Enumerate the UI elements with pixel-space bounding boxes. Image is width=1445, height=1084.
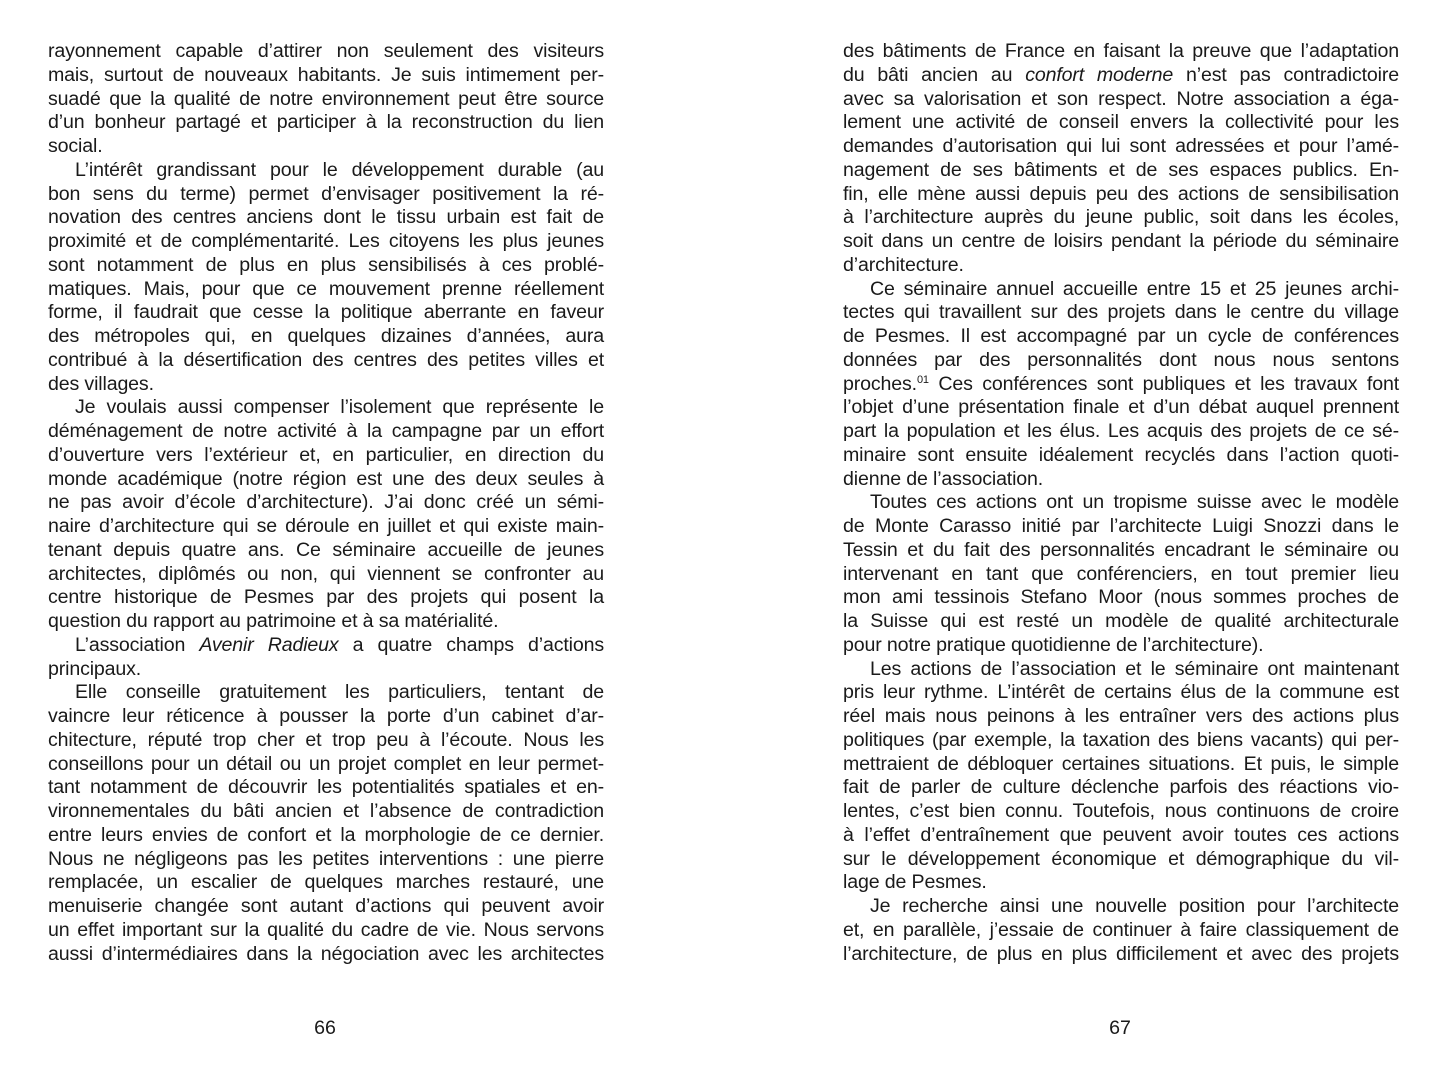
line-text: menuiserie changée sont autant d’actions qui peuvent avoir — [48, 895, 604, 917]
line-text: fait de parler de culture déclenche parfois des réactions vio- — [843, 776, 1399, 799]
line-text: à l’architecture auprès du jeune public, soit dans les écoles, — [843, 206, 1399, 229]
text-line — [843, 634, 1399, 658]
italic-emphasis: confort moderne — [1025, 63, 1174, 86]
text-line — [48, 183, 604, 207]
text-line — [843, 586, 1399, 610]
line-text: part la population et les élus. Les acquis des projets de ce sé- — [843, 420, 1399, 442]
line-text: Elle conseille gratuitement les particuliers, tentant de — [75, 681, 604, 704]
line-text: social. — [48, 135, 103, 157]
line-text: lentes, c’est bien connu. Toutefois, nous continuons de croire — [843, 800, 1399, 822]
text-line — [48, 848, 604, 872]
line-text: principaux. — [48, 657, 142, 680]
line-text: de Pesmes. Il est accompagné par un cycle de conférences — [843, 325, 1399, 347]
line-text: l’objet d’une présentation finale et d’un débat auquel prennent — [843, 396, 1399, 419]
line-text: mon ami tessinois Stefano Moor (nous sommes proches de — [843, 586, 1399, 609]
text-line — [48, 420, 604, 444]
line-text: Je voulais aussi compenser l’isolement que représente le — [75, 396, 604, 419]
text-line — [48, 705, 604, 729]
text-line — [843, 824, 1399, 848]
text-line — [48, 800, 604, 824]
text-line — [843, 159, 1399, 183]
text-line — [48, 135, 604, 159]
text-line — [843, 278, 1399, 302]
text-line — [48, 301, 604, 325]
text-line — [48, 206, 604, 230]
line-text: pris leur rythme. L’intérêt de certains élus de la commune est — [843, 681, 1399, 704]
line-text: fin, elle mène aussi depuis peu des actions de sensibilisation — [843, 182, 1399, 205]
text-line — [843, 491, 1399, 515]
left-page-body — [48, 40, 604, 966]
text-line — [843, 40, 1399, 64]
line-text: déménagement de notre activité à la campagne par un effort — [48, 420, 604, 442]
text-line — [48, 871, 604, 895]
text-line — [48, 159, 604, 183]
line-text: soit dans un centre de loisirs pendant la période du séminaire — [843, 230, 1399, 252]
line-text-continued: Ces conférences sont publiques et les travaux font — [928, 372, 1399, 395]
text-line — [48, 776, 604, 800]
line-text: sont notamment de plus en plus sensibilisés à ces problé- — [48, 253, 604, 276]
text-line — [843, 396, 1399, 420]
text-line — [48, 634, 604, 658]
text-line — [48, 230, 604, 254]
text-line — [48, 278, 604, 302]
line-text: demandes d’autorisation qui lui sont adressées et pour l’amé- — [843, 135, 1399, 157]
text-line — [843, 515, 1399, 539]
text-line — [843, 206, 1399, 230]
text-line — [843, 111, 1399, 135]
line-text: lage de Pesmes. — [843, 871, 987, 894]
text-line — [843, 349, 1399, 373]
line-text: contribué à la désertification des centres des petites villes et — [48, 348, 604, 371]
line-text: d’un bonheur partagé et participer à la reconstruction du lien — [48, 111, 604, 134]
line-text: Nous ne négligeons pas les petites interventions : une pierre — [48, 847, 604, 870]
line-text: tant notamment de découvrir les potentialités spatiales et en- — [48, 776, 604, 799]
line-text-continued: a quatre champs d’actions — [338, 633, 604, 656]
line-text: des métropoles qui, en quelques dizaines d’années, aura — [48, 325, 604, 347]
line-text: L’intérêt grandissant pour le développement durable (au — [75, 158, 604, 181]
line-text: Les actions de l’association et le séminaire ont maintenant — [870, 657, 1399, 680]
line-text: minaire sont ensuite idéalement recyclés dans l’action quoti- — [843, 443, 1399, 466]
text-line — [48, 444, 604, 468]
text-line — [48, 729, 604, 753]
line-text: conseillons pour un détail ou un projet complet en leur permet- — [48, 752, 604, 775]
right-page-body — [843, 40, 1399, 966]
line-text: centre historique de Pesmes par des projets qui posent la — [48, 586, 604, 609]
text-line — [48, 824, 604, 848]
line-text: L’association — [75, 633, 200, 656]
text-line — [843, 610, 1399, 634]
text-line — [48, 349, 604, 373]
text-line — [48, 539, 604, 563]
line-text: d’architecture. — [843, 253, 964, 276]
text-line — [48, 895, 604, 919]
text-line — [843, 705, 1399, 729]
line-text: chitecture, réputé trop cher et trop peu à l’écoute. Nous les — [48, 728, 604, 751]
page-number-left: 66 — [314, 1017, 336, 1039]
text-line — [48, 586, 604, 610]
line-text: à l’effet d’entraînement que peuvent avoir toutes ces actions — [843, 823, 1399, 846]
line-text: de Monte Carasso initié par l’architecte Luigi Snozzi dans le — [843, 515, 1399, 537]
line-text: rayonnement capable d’attirer non seulement des visiteurs — [48, 40, 604, 62]
line-text: des bâtiments de France en faisant la preuve que l’adaptation — [843, 40, 1399, 62]
line-text: données par des personnalités dont nous nous sentons — [843, 348, 1399, 371]
line-text: proches. — [843, 372, 917, 395]
text-line — [48, 64, 604, 88]
line-text: entre leurs envies de confort et la morphologie de ce dernier. — [48, 823, 604, 846]
line-text: d’ouverture vers l’extérieur et, en particulier, en direction du — [48, 443, 604, 466]
line-text: architectes, diplômés ou non, qui viennent se confronter au — [48, 562, 604, 585]
line-text: et, en parallèle, j’essaie de continuer à faire classiquement de — [843, 918, 1399, 941]
line-text-continued: n’est pas contradictoire — [1173, 63, 1399, 86]
text-line — [48, 919, 604, 943]
text-line — [843, 325, 1399, 349]
line-text: ne pas avoir d’école d’architecture). J’ai donc créé un sémi- — [48, 491, 604, 514]
line-text: proximité et de complémentarité. Les citoyens les plus jeunes — [48, 230, 604, 252]
page-number-right: 67 — [1109, 1017, 1131, 1039]
text-line — [843, 658, 1399, 682]
text-line — [48, 254, 604, 278]
text-line — [843, 64, 1399, 88]
line-text: remplacée, un escalier de quelques marches restauré, une — [48, 871, 604, 894]
line-text: tenant depuis quatre ans. Ce séminaire accueille de jeunes — [48, 538, 604, 561]
line-text: vironnementales du bâti ancien et l’absence de contradiction — [48, 800, 604, 822]
text-line — [48, 563, 604, 587]
line-text: forme, il faudrait que cesse la politique aberrante en faveur — [48, 301, 604, 324]
text-line — [843, 88, 1399, 112]
line-text: sur le développement économique et démographique du vil- — [843, 847, 1399, 870]
line-text: intervenant en tant que conférenciers, en tout premier lieu — [843, 562, 1399, 585]
footnote-reference[interactable]: 01 — [916, 373, 929, 386]
text-line — [48, 373, 604, 397]
line-text: lement une activité de conseil envers la collectivité pour les — [843, 111, 1399, 134]
line-text: l’architecture, de plus en plus difficilement et avec des projets — [843, 942, 1399, 965]
text-line — [843, 753, 1399, 777]
line-text: nagement de ses bâtiments et de ses espaces publics. En- — [843, 158, 1399, 181]
text-line — [843, 776, 1399, 800]
text-line — [48, 88, 604, 112]
line-text: la Suisse qui est resté un modèle de qualité architecturale — [843, 610, 1399, 632]
line-text: des villages. — [48, 372, 154, 395]
line-text: mettraient de débloquer certaines situations. Et puis, le simple — [843, 752, 1399, 775]
line-text: Je recherche ainsi une nouvelle position pour l’architecte — [870, 895, 1399, 917]
text-line — [48, 468, 604, 492]
text-line — [843, 729, 1399, 753]
line-text: Ce séminaire annuel accueille entre 15 et 25 jeunes archi- — [870, 277, 1399, 300]
text-line — [843, 468, 1399, 492]
line-text: politiques (par exemple, la taxation des biens vacants) qui per- — [843, 728, 1399, 751]
line-text: aussi d’intermédiaires dans la négociation avec les architectes — [48, 942, 604, 965]
line-text: Toutes ces actions ont un tropisme suisse avec le modèle — [870, 491, 1399, 514]
text-line — [843, 919, 1399, 943]
line-text: mais, surtout de nouveaux habitants. Je suis intimement per- — [48, 63, 604, 86]
line-text: bon sens du terme) permet d’envisager positivement la ré- — [48, 182, 604, 205]
text-line — [843, 301, 1399, 325]
line-text: du bâti ancien au — [843, 63, 1026, 86]
text-line — [48, 111, 604, 135]
text-line — [843, 420, 1399, 444]
text-line — [48, 40, 604, 64]
line-text: avec sa valorisation et son respect. Notre association a éga- — [843, 87, 1399, 110]
line-text: un effet important sur la qualité du cadre de vie. Nous servons — [48, 918, 604, 941]
text-line — [843, 254, 1399, 278]
line-text: naire d’architecture qui se déroule en juillet et qui existe main- — [48, 515, 604, 537]
text-line — [48, 753, 604, 777]
line-text: réel mais nous peinons à les entraîner vers des actions plus — [843, 705, 1399, 727]
text-line — [843, 444, 1399, 468]
text-line — [843, 871, 1399, 895]
text-line — [843, 800, 1399, 824]
italic-emphasis: Avenir Radieux — [199, 633, 339, 656]
text-line — [843, 539, 1399, 563]
text-line — [843, 563, 1399, 587]
text-line — [843, 848, 1399, 872]
text-line — [48, 658, 604, 682]
text-line — [843, 943, 1399, 967]
line-text: question du rapport au patrimoine et à sa matérialité. — [48, 610, 499, 632]
text-line — [48, 681, 604, 705]
text-line — [48, 491, 604, 515]
line-text: novation des centres anciens dont le tissu urbain est fait de — [48, 206, 604, 229]
text-line — [48, 325, 604, 349]
line-text: dienne de l’association. — [843, 467, 1044, 490]
text-line — [843, 681, 1399, 705]
text-line — [48, 396, 604, 420]
text-line — [843, 895, 1399, 919]
text-line — [48, 610, 604, 634]
text-line — [843, 183, 1399, 207]
text-line — [843, 230, 1399, 254]
line-text: Tessin et du fait des personnalités encadrant le séminaire ou — [843, 538, 1399, 561]
line-text: tectes qui travaillent sur des projets dans le centre du village — [843, 301, 1399, 324]
line-text: vaincre leur réticence à pousser la porte d’un cabinet d’ar- — [48, 705, 604, 727]
line-text: pour notre pratique quotidienne de l’architecture). — [843, 633, 1264, 656]
line-text: matiques. Mais, pour que ce mouvement prenne réellement — [48, 277, 604, 300]
text-line — [48, 515, 604, 539]
text-line — [843, 135, 1399, 159]
line-text: suadé que la qualité de notre environnement peut être source — [48, 87, 604, 110]
text-line — [843, 373, 1399, 397]
line-text: monde académique (notre région est une des deux seules à — [48, 467, 604, 490]
text-line — [48, 943, 604, 967]
